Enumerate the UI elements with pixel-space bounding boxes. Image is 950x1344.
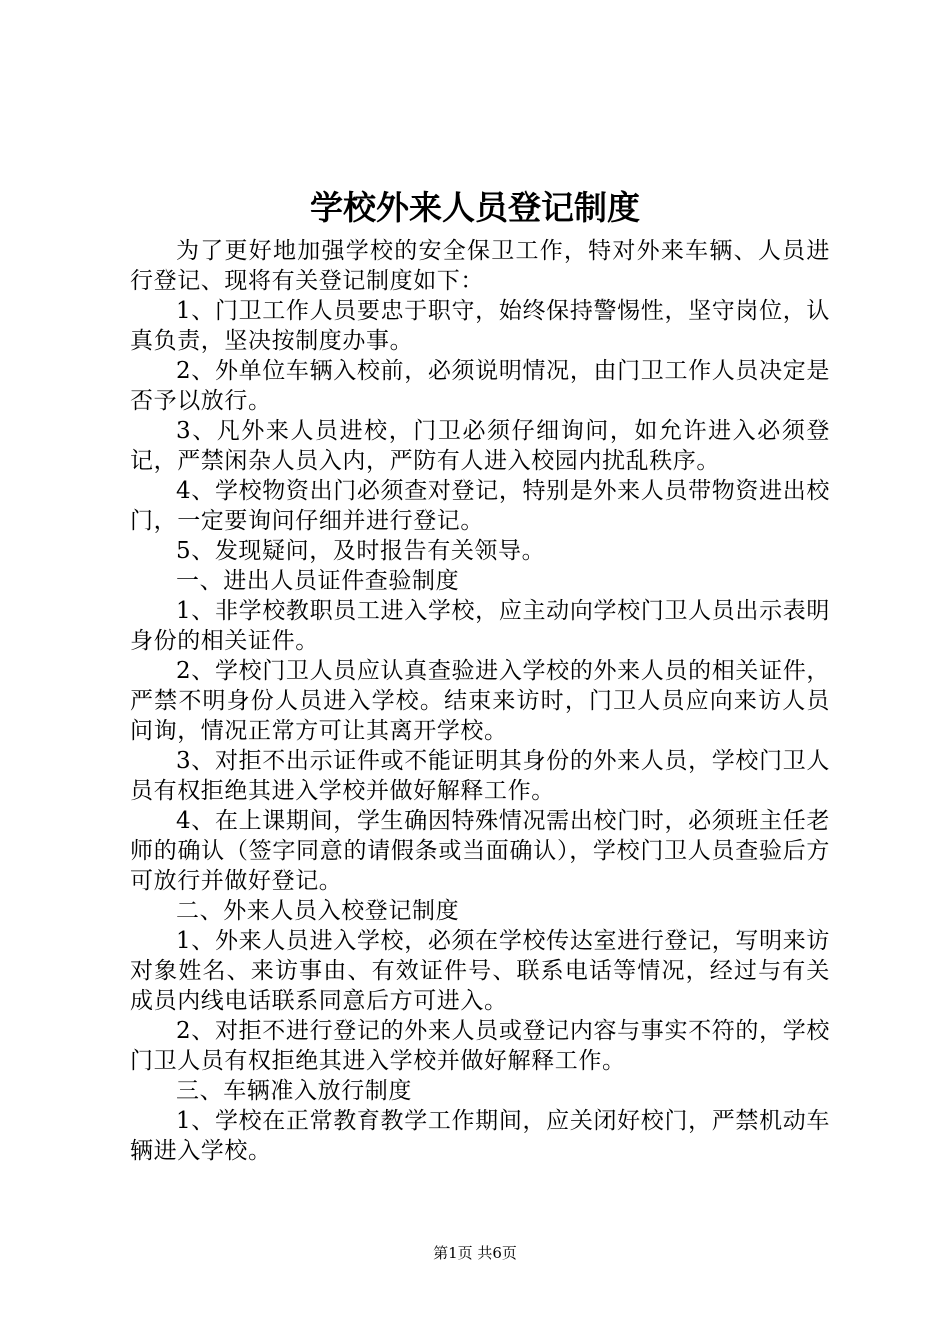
paragraph-rule-3: 3、凡外来人员进校，门卫必须仔细询问，如允许进入必须登记，严禁闲杂人员入内，严防有人进入校园内扰乱秩序。 (130, 418, 830, 474)
document-body (130, 236, 830, 1166)
paragraph-rule-1: 1、门卫工作人员要忠于职守，始终保持警惕性，坚守岗位，认真负责，坚决按制度办事。 (130, 298, 830, 354)
paragraph-section1-item-3: 3、对拒不出示证件或不能证明其身份的外来人员，学校门卫人员有权拒绝其进入学校并做好解释工作。 (130, 748, 830, 804)
paragraph-intro: 为了更好地加强学校的安全保卫工作，特对外来车辆、人员进行登记、现将有关登记制度如下： (130, 238, 830, 294)
paragraph-rule-5: 5、发现疑问，及时报告有关领导。 (176, 538, 546, 564)
page-footer: 第1页 共6页 (433, 1244, 517, 1262)
section-heading-1: 一、进出人员证件查验制度 (176, 568, 460, 594)
paragraph-section1-item-1: 1、非学校教职员工进入学校，应主动向学校门卫人员出示表明身份的相关证件。 (130, 598, 830, 654)
paragraph-section1-item-2: 2、学校门卫人员应认真查验进入学校的外来人员的相关证件，严禁不明身份人员进入学校。结束来访时，门卫人员应向来访人员问询，情况正常方可让其离开学校。 (130, 658, 830, 744)
document-title: 学校外来人员登记制度 (310, 188, 640, 227)
section-heading-3: 三、车辆准入放行制度 (176, 1078, 412, 1104)
paragraph-rule-2: 2、外单位车辆入校前，必须说明情况，由门卫工作人员决定是否予以放行。 (130, 358, 830, 414)
paragraph-rule-4: 4、学校物资出门必须查对登记，特别是外来人员带物资进出校门，一定要询问仔细并进行登记。 (130, 478, 830, 534)
paragraph-section3-item-1: 1、学校在正常教育教学工作期间，应关闭好校门，严禁机动车辆进入学校。 (130, 1108, 830, 1164)
paragraph-section1-item-4: 4、在上课期间，学生确因特殊情况需出校门时，必须班主任老师的确认（签字同意的请假条或当面确认），学校门卫人员查验后方可放行并做好登记。 (130, 808, 830, 894)
paragraph-section2-item-2: 2、对拒不进行登记的外来人员或登记内容与事实不符的，学校门卫人员有权拒绝其进入学校并做好解释工作。 (130, 1018, 830, 1074)
paragraph-section2-item-1: 1、外来人员进入学校，必须在学校传达室进行登记，写明来访对象姓名、来访事由、有效证件号、联系电话等情况，经过与有关成员内线电话联系同意后方可进入。 (130, 928, 830, 1014)
section-heading-2: 二、外来人员入校登记制度 (176, 898, 460, 924)
